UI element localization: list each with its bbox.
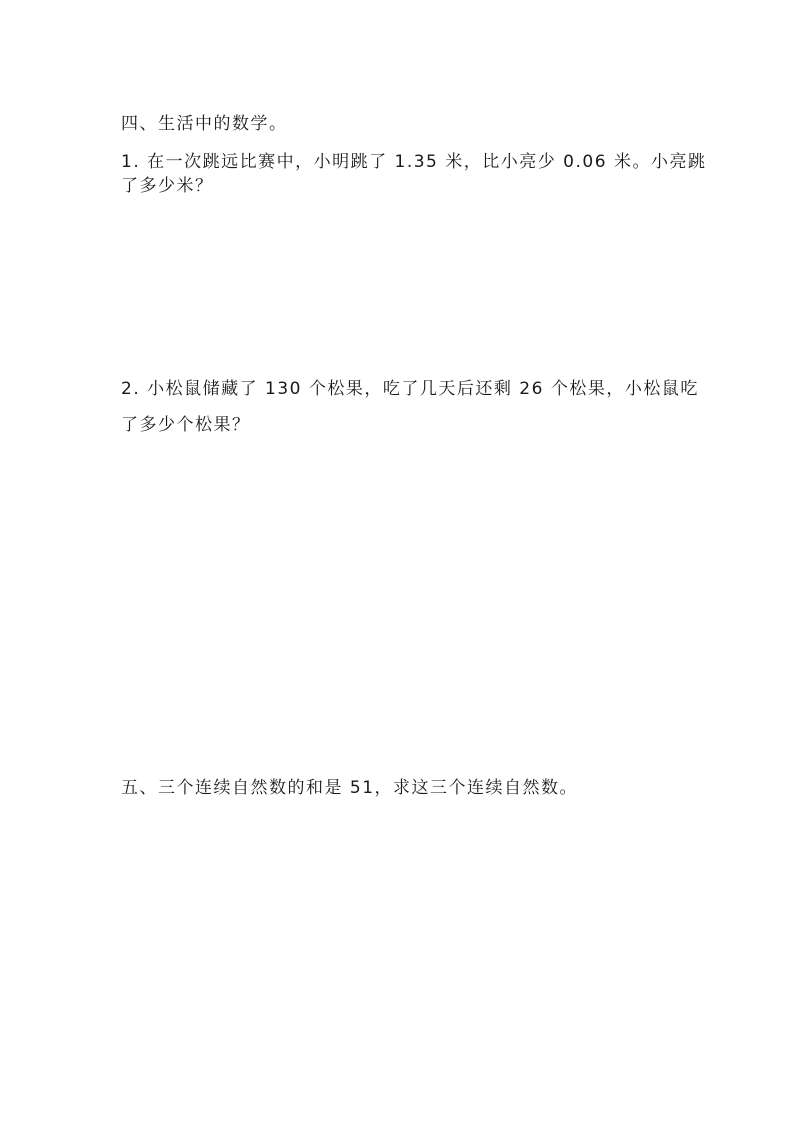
- section-5-heading: 五、三个连续自然数的和是 51，求这三个连续自然数。: [121, 778, 579, 798]
- question-1-line-2: 了多少米？: [121, 176, 214, 196]
- question-1-line-1: 1. 在一次跳远比赛中，小明跳了 1.35 米，比小亮少 0.06 米。小亮跳: [121, 152, 707, 172]
- question-2-line-1: 2. 小松鼠储藏了 130 个松果，吃了几天后还剩 26 个松果，小松鼠吃: [121, 379, 699, 399]
- section-4-heading: 四、生活中的数学。: [121, 114, 288, 134]
- question-2-line-2: 了多少个松果？: [121, 415, 251, 435]
